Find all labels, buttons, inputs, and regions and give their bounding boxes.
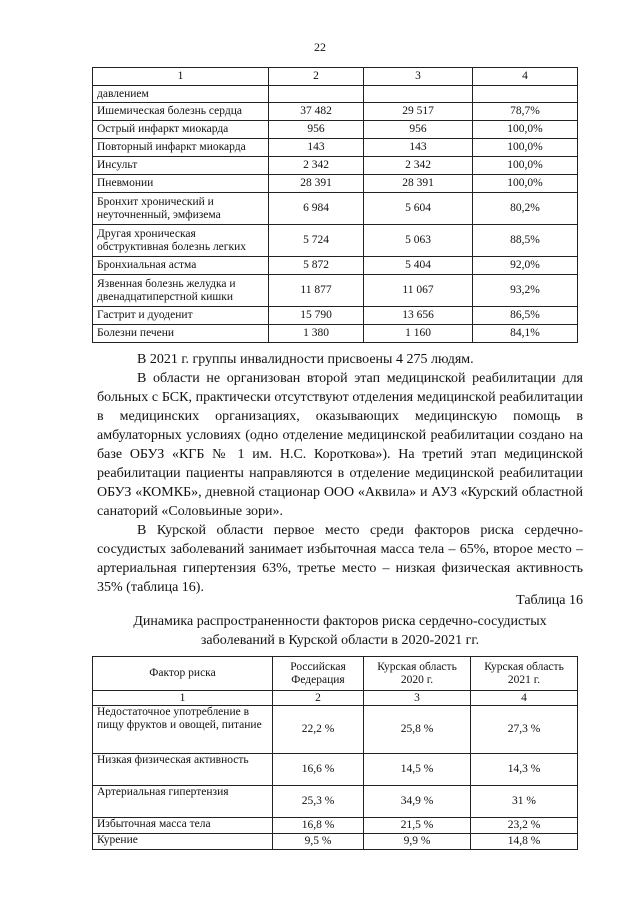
table-row (93, 706, 578, 754)
row-label: Острый инфаркт миокарда (93, 121, 269, 139)
column-number: 3 (364, 691, 471, 706)
cell-value: 956 (269, 121, 364, 139)
table-header-row (93, 657, 578, 691)
row-label: Низкая физическая активность (93, 754, 273, 786)
column-number: 1 (93, 68, 269, 86)
table-row (93, 325, 578, 343)
cell-value: 100,0% (473, 139, 578, 157)
cell-value: 16,8 % (273, 818, 364, 834)
column-numbers-row (93, 691, 578, 706)
cell-value: 14,8 % (471, 834, 578, 850)
cell-value: 5 872 (269, 257, 364, 275)
table-row (93, 86, 578, 103)
page-number: 22 (314, 40, 326, 54)
row-label: Пневмонии (93, 175, 269, 193)
column-number: 2 (269, 68, 364, 86)
cell-value: 37 482 (269, 103, 364, 121)
cell-value (473, 86, 578, 103)
paragraph: В 2021 г. группы инвалидности присвоены 4 275 людям. (137, 352, 474, 367)
row-label: Гастрит и дуоденит (93, 307, 269, 325)
cell-value: 5 063 (364, 225, 473, 257)
cell-value (269, 86, 364, 103)
table-header-row (93, 68, 578, 86)
row-label: Болезни печени (93, 325, 269, 343)
row-label: Избыточная масса тела (93, 818, 273, 834)
cell-value: 16,6 % (273, 754, 364, 786)
cell-value: 29 517 (364, 103, 473, 121)
column-header: Российская Федерация (273, 657, 364, 691)
cell-value: 80,2% (473, 193, 578, 225)
table-row (93, 754, 578, 786)
cell-value: 28 391 (364, 175, 473, 193)
cell-value: 14,3 % (471, 754, 578, 786)
column-header: Курская область 2021 г. (471, 657, 578, 691)
table-row (93, 103, 578, 121)
cell-value: 92,0% (473, 257, 578, 275)
row-label: Другая хроническая обструктивная болезнь легких (93, 225, 269, 257)
column-header: Курская область 2020 г. (364, 657, 471, 691)
row-label: Инсульт (93, 157, 269, 175)
paragraph: В области не организован второй этап медицинской реабилитации для больных с БСК, практически отсутствуют отделения медицинской реабилитации в медицинских организациях, оказывающих медицинскую помощь в амбулаторных условиях (одно отделение медицинской реабилитации создано на базе ОБУЗ «КГБ № 1 им. Н.С. Короткова»). На третий этап медицинской реабилитации пациенты направляются в отделение медицинской реабилитации ОБУЗ «КОМКБ», дневной стационар ООО «Аквила» и АУЗ «Курский областной санаторий «Соловьиные зори». (97, 371, 583, 519)
cell-value: 28 391 (269, 175, 364, 193)
cell-value: 13 656 (364, 307, 473, 325)
row-label: Недостаточное употребление в пищу фруктов и овощей, питание (93, 706, 273, 754)
table-row (93, 175, 578, 193)
table-row (93, 257, 578, 275)
table-row (93, 818, 578, 834)
cell-value: 21,5 % (364, 818, 471, 834)
cell-value: 9,9 % (364, 834, 471, 850)
cell-value: 100,0% (473, 175, 578, 193)
table-row (93, 786, 578, 818)
cell-value: 31 % (471, 786, 578, 818)
cell-value: 25,8 % (364, 706, 471, 754)
row-label: Артериальная гипертензия (93, 786, 273, 818)
row-label: Язвенная болезнь желудка и двенадцатиперстной кишки (93, 275, 269, 307)
cell-value: 143 (364, 139, 473, 157)
cell-value: 11 877 (269, 275, 364, 307)
cell-value: 23,2 % (471, 818, 578, 834)
cell-value: 2 342 (269, 157, 364, 175)
cell-value: 34,9 % (364, 786, 471, 818)
cell-value: 14,5 % (364, 754, 471, 786)
cell-value: 1 160 (364, 325, 473, 343)
column-header: Фактор риска (93, 657, 273, 691)
table-row (93, 157, 578, 175)
row-label: Повторный инфаркт миокарда (93, 139, 269, 157)
cell-value: 5 604 (364, 193, 473, 225)
cell-value (364, 86, 473, 103)
cell-value: 6 984 (269, 193, 364, 225)
cell-value: 956 (364, 121, 473, 139)
column-number: 4 (473, 68, 578, 86)
table-row (93, 307, 578, 325)
row-label: Бронхит хронический и неуточненный, эмфизема (93, 193, 269, 225)
cell-value: 84,1% (473, 325, 578, 343)
row-label: Бронхиальная астма (93, 257, 269, 275)
cell-value: 25,3 % (273, 786, 364, 818)
column-number: 4 (471, 691, 578, 706)
cell-value: 27,3 % (471, 706, 578, 754)
cell-value: 143 (269, 139, 364, 157)
cell-value: 5 724 (269, 225, 364, 257)
table-row (93, 193, 578, 225)
table-row (93, 834, 578, 850)
table-row (93, 225, 578, 257)
table-row (93, 139, 578, 157)
cell-value: 93,2% (473, 275, 578, 307)
table-caption: Динамика распространенности факторов риска сердечно-сосудистых заболеваний в Курской области в 2020-2021 гг. (133, 614, 547, 648)
disease-statistics-table (92, 67, 578, 343)
cell-value: 11 067 (364, 275, 473, 307)
table-number-label: Таблица 16 (516, 593, 583, 608)
cell-value: 78,7% (473, 103, 578, 121)
row-label: Курение (93, 834, 273, 850)
cell-value: 88,5% (473, 225, 578, 257)
column-number: 1 (93, 691, 273, 706)
table-row (93, 275, 578, 307)
row-label: Ишемическая болезнь сердца (93, 103, 269, 121)
cell-value: 9,5 % (273, 834, 364, 850)
cell-value: 15 790 (269, 307, 364, 325)
column-number: 2 (273, 691, 364, 706)
table-row (93, 121, 578, 139)
cell-value: 5 404 (364, 257, 473, 275)
cell-value: 2 342 (364, 157, 473, 175)
row-label: давлением (93, 86, 269, 103)
cell-value: 1 380 (269, 325, 364, 343)
cell-value: 22,2 % (273, 706, 364, 754)
paragraph: В Курской области первое место среди факторов риска сердечно-сосудистых заболеваний занимает избыточная масса тела – 65%, второе место – артериальная гипертензия 63%, третье место – низкая физическая активность 35% (таблица 16). (97, 523, 583, 595)
cell-value: 100,0% (473, 157, 578, 175)
risk-factors-table (92, 656, 578, 850)
cell-value: 86,5% (473, 307, 578, 325)
column-number: 3 (364, 68, 473, 86)
cell-value: 100,0% (473, 121, 578, 139)
